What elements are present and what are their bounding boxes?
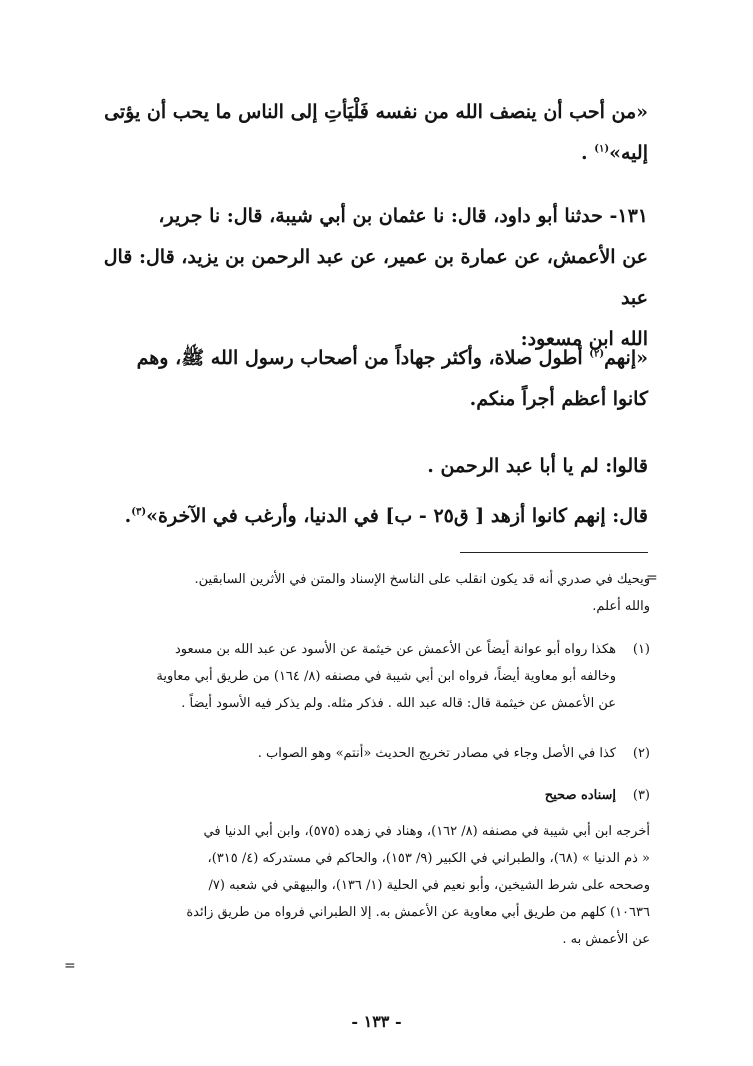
footnote-2 bbox=[80, 740, 650, 767]
answer-line bbox=[78, 496, 648, 537]
note-line: وخالفه أبو معاوية أيضاً، فرواه ابن أبي شيبة في مصنفه (٨/ ١٦٤) من طريق أبي معاوية bbox=[156, 669, 616, 684]
text-span: أطول صلاة، وأكثر جهاداً من أصحاب رسول الله ﷺ، وهم bbox=[136, 347, 590, 369]
footnote-ref-3: (٣) bbox=[131, 506, 147, 518]
footnote-number: (١) bbox=[632, 642, 650, 657]
hadith-131-isnad bbox=[78, 196, 648, 360]
footnote-text bbox=[80, 636, 616, 717]
text-line: «من أحب أن ينصف الله من نفسه فَلْيَأتِ إلى الناس ما يحب أن يؤتى bbox=[104, 101, 648, 123]
continuation-mark: = bbox=[646, 570, 658, 586]
note-line: ويحيك في صدري أنه قد يكون انقلب على الناسخ الإسناد والمتن في الأثرين السابقين. bbox=[194, 572, 650, 587]
footnote-text: كذا في الأصل وجاء في مصادر تخريج الحديث «أنتم» وهو الصواب . bbox=[257, 746, 616, 761]
note-line: وصححه على شرط الشيخين، وأبو نعيم في الحلية (١/ ١٣٦)، والبيهقي في شعبه (٧/ bbox=[208, 878, 650, 893]
note-line: والله أعلم. bbox=[592, 599, 650, 614]
page-number: - ١٣٣ - bbox=[351, 1012, 402, 1031]
text-span: قال: إنهم كانوا أزهد [ ق٢٥ - ب] في الدنيا، وأرغب في الآخرة» bbox=[146, 505, 648, 527]
footnote-continuation bbox=[80, 566, 650, 620]
footnote-3-body bbox=[80, 818, 650, 953]
text-line: كانوا أعظم أجراً منكم. bbox=[469, 388, 648, 410]
note-line: عن الأعمش عن خيثمة قال: قاله عبد الله . فذكر مثله. ولم يذكر فيه الأسود أيضاً . bbox=[181, 696, 616, 711]
footnote-number: (٣) bbox=[632, 788, 650, 803]
continuation-mark: = bbox=[64, 958, 76, 974]
footnote-separator bbox=[460, 552, 648, 553]
text-span: . bbox=[124, 505, 132, 527]
note-line: هكذا رواه أبو عوانة أيضاً عن الأعمش عن خيثمة عن الأسود عن عبد الله بن مسعود bbox=[175, 642, 616, 657]
text-line bbox=[78, 133, 648, 174]
text-line: الله ابن مسعود: bbox=[520, 328, 648, 350]
hadith-131-matn bbox=[78, 338, 648, 420]
text-span: إليه» bbox=[609, 142, 648, 164]
text-span: . bbox=[581, 142, 595, 164]
note-line: « ذم الدنيا » (٦٨)، والطبراني في الكبير (٩/ ١٥٣)، والحاكم في مستدركه (٤/ ٣١٥)، bbox=[207, 851, 650, 866]
footnote-1 bbox=[80, 636, 650, 717]
text-line bbox=[78, 338, 648, 379]
footnote-ref-1: (١) bbox=[594, 143, 610, 155]
question-line: قالوا: لم يا أبا عبد الرحمن . bbox=[427, 455, 648, 477]
note-line: عن الأعمش به . bbox=[562, 932, 650, 947]
footnote-heading: إسناده صحيح bbox=[544, 788, 616, 803]
footnote-3-heading-row bbox=[80, 782, 650, 809]
footnote-number: (٢) bbox=[632, 746, 650, 761]
hadith-130-ending bbox=[78, 92, 648, 174]
note-line: ١٠٦٣٦) كلهم من طريق أبي معاوية عن الأعمش به. إلا الطبراني فرواه من طريق زائدة bbox=[186, 905, 650, 920]
text-line: ١٣١- حدثنا أبو داود، قال: نا عثمان بن أبي شيبة، قال: نا جرير، bbox=[158, 205, 648, 227]
text-span: «إنهم bbox=[604, 347, 648, 369]
text-line: عن الأعمش، عن عمارة بن عمير، عن عبد الرحمن بن يزيد، قال: قال عبد bbox=[103, 246, 648, 309]
footnote-ref-2: (٢) bbox=[589, 348, 605, 360]
note-line: أخرجه ابن أبي شيبة في مصنفه (٨/ ١٦٢)، وهناد في زهده (٥٧٥)، وابن أبي الدنيا في bbox=[203, 824, 650, 839]
